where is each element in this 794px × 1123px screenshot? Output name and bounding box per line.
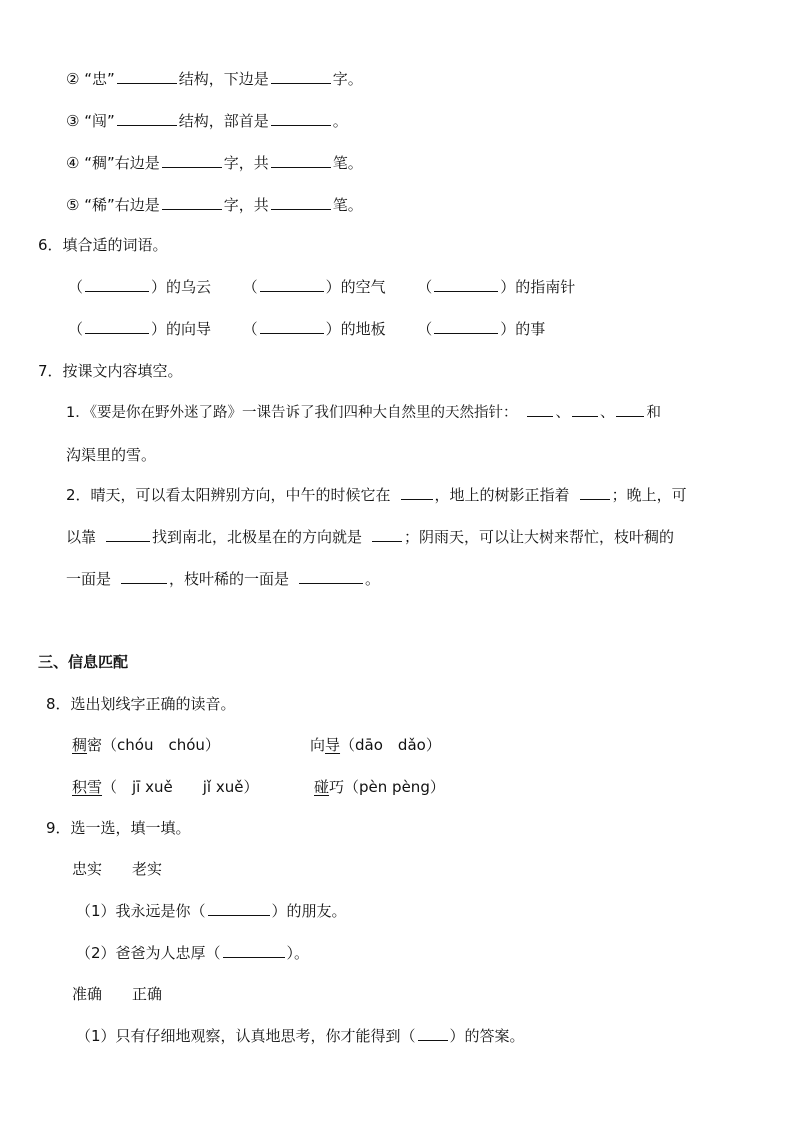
answer-blank[interactable]	[299, 569, 363, 584]
item-prefix: “稀”右边是	[84, 196, 160, 214]
phrase-text: 的地板	[340, 320, 386, 338]
item-number: ⑤	[66, 196, 80, 214]
sentence-text: ）的答案。	[449, 1027, 525, 1045]
q5-item-3	[66, 110, 348, 132]
answer-blank[interactable]	[616, 402, 644, 417]
q7-p1-line1	[66, 402, 661, 424]
item-prefix: “闯”	[84, 112, 115, 130]
q7-title: 7．按课文内容填空。	[38, 362, 183, 380]
answer-blank[interactable]	[85, 319, 149, 334]
paren-open: （	[68, 278, 84, 296]
q8-row-2	[72, 776, 258, 798]
sentence-text: （1）我永远是你（	[76, 902, 206, 920]
q5-item-4	[66, 152, 363, 174]
q9-g1-sentence-2	[76, 942, 309, 964]
paren-open: （	[417, 278, 433, 296]
answer-blank[interactable]	[162, 153, 222, 168]
answer-blank[interactable]	[434, 277, 498, 292]
q7-p2-line1	[66, 484, 687, 506]
sentence-text: ）。	[286, 944, 310, 962]
q7-p1-line2: 沟渠里的雪。	[66, 446, 157, 464]
answer-blank[interactable]	[401, 485, 433, 500]
q8-row-1b	[310, 734, 441, 756]
paren-close: ）	[151, 320, 167, 338]
phrase-text: 的乌云	[166, 278, 212, 296]
paragraph-text: ，枝叶稀的一面是	[169, 570, 290, 588]
answer-blank[interactable]	[162, 195, 222, 210]
q8-title: 8．选出划线字正确的读音。	[46, 695, 236, 713]
underlined-char: 稠	[72, 736, 88, 754]
pinyin-options[interactable]: （ jī xuě jǐ xuě）	[102, 778, 259, 796]
paren-open: （	[417, 320, 433, 338]
item-number: ③	[66, 112, 80, 130]
paren-close: ）	[325, 320, 341, 338]
paragraph-text: ，地上的树影正指着	[434, 486, 570, 504]
phrase-text: 的空气	[340, 278, 386, 296]
paren-open: （	[242, 278, 258, 296]
underlined-char: 碰	[314, 778, 330, 796]
word-option: 忠实	[72, 860, 103, 878]
q9-g2-sentence-1	[76, 1025, 525, 1047]
answer-blank[interactable]	[271, 69, 331, 84]
answer-blank[interactable]	[572, 402, 598, 417]
word-option: 老实	[132, 860, 163, 878]
paren-open: （	[242, 320, 258, 338]
paren-close: ）	[500, 320, 516, 338]
paragraph-text: 找到南北，北极星在的方向就是	[152, 528, 363, 546]
separator: 、	[599, 405, 615, 421]
paren-close: ）	[325, 278, 341, 296]
answer-blank[interactable]	[260, 277, 324, 292]
answer-blank[interactable]	[271, 153, 331, 168]
answer-blank[interactable]	[527, 402, 553, 417]
word-text: 巧	[329, 778, 345, 796]
item-number: ④	[66, 154, 80, 172]
answer-blank[interactable]	[208, 901, 270, 916]
paragraph-text: 以靠	[66, 528, 97, 546]
answer-blank[interactable]	[260, 319, 324, 334]
item-prefix: “忠”	[84, 70, 115, 88]
q7-p2-line3	[66, 568, 380, 590]
answer-blank[interactable]	[106, 527, 150, 542]
answer-blank[interactable]	[85, 277, 149, 292]
paragraph-text: 和	[646, 405, 661, 421]
underlined-char: 导	[325, 736, 341, 754]
sentence-text: ）的朋友。	[271, 902, 347, 920]
item-end: 。	[332, 112, 348, 130]
word-text: 向	[310, 736, 326, 754]
q6-row-1	[68, 276, 575, 298]
word-option: 准确	[72, 985, 103, 1003]
paragraph-text: ；晚上，可	[611, 486, 687, 504]
sentence-text: （1）只有仔细地观察，认真地思考，你才能得到（	[76, 1027, 416, 1045]
answer-blank[interactable]	[121, 569, 167, 584]
answer-blank[interactable]	[117, 69, 177, 84]
answer-blank[interactable]	[223, 943, 285, 958]
separator: 、	[555, 405, 570, 421]
word-option: 正确	[132, 985, 163, 1003]
q5-item-2	[66, 68, 363, 90]
answer-blank[interactable]	[434, 319, 498, 334]
paragraph-text: 1．《要是你在野外迷了路》一课告诉了我们四种大自然里的天然指针：	[66, 405, 518, 421]
answer-blank[interactable]	[271, 195, 331, 210]
q8-row-2b	[314, 776, 445, 798]
item-mid: 结构，下边是	[178, 70, 269, 88]
paren-open: （	[68, 320, 84, 338]
item-end: 笔。	[332, 154, 363, 172]
item-end: 字。	[332, 70, 363, 88]
pinyin-options[interactable]: （dāo dǎo）	[340, 736, 441, 754]
underlined-word: 积雪	[72, 778, 103, 796]
q6-row-2	[68, 318, 545, 340]
q5-item-5	[66, 194, 363, 216]
q7-p2-line2	[66, 526, 674, 548]
sentence-text: （2）爸爸为人忠厚（	[76, 944, 221, 962]
pinyin-options[interactable]: （pèn pèng）	[344, 778, 445, 796]
paragraph-text: 一面是	[66, 570, 112, 588]
q9-word-group-2	[72, 983, 162, 1005]
section-title: 三、信息匹配	[38, 653, 129, 671]
paragraph-text: 2．晴天，可以看太阳辨别方向，中午的时候它在	[66, 486, 391, 504]
item-number: ②	[66, 70, 80, 88]
q8-row-1	[72, 734, 220, 756]
item-mid: 字，共	[223, 196, 269, 214]
paragraph-text: 。	[365, 570, 381, 588]
answer-blank[interactable]	[418, 1026, 448, 1041]
item-prefix: “稠”右边是	[84, 154, 160, 172]
item-mid: 字，共	[223, 154, 269, 172]
answer-blank[interactable]	[580, 485, 610, 500]
answer-blank[interactable]	[117, 111, 177, 126]
paren-close: ）	[500, 278, 516, 296]
item-mid: 结构，部首是	[178, 112, 269, 130]
q9-word-group-1	[72, 858, 162, 880]
answer-blank[interactable]	[372, 527, 402, 542]
item-end: 笔。	[332, 196, 363, 214]
phrase-text: 的事	[515, 320, 546, 338]
answer-blank[interactable]	[271, 111, 331, 126]
q9-title: 9．选一选，填一填。	[46, 819, 191, 837]
word-text: 密	[87, 736, 103, 754]
q6-title: 6．填合适的词语。	[38, 236, 168, 254]
paragraph-text: ；阴雨天，可以让大树来帮忙，枝叶稠的	[404, 528, 675, 546]
phrase-text: 的指南针	[515, 278, 576, 296]
q9-g1-sentence-1	[76, 900, 347, 922]
pinyin-options[interactable]: （chóu chóu）	[102, 736, 220, 754]
paren-close: ）	[151, 278, 167, 296]
phrase-text: 的向导	[166, 320, 212, 338]
